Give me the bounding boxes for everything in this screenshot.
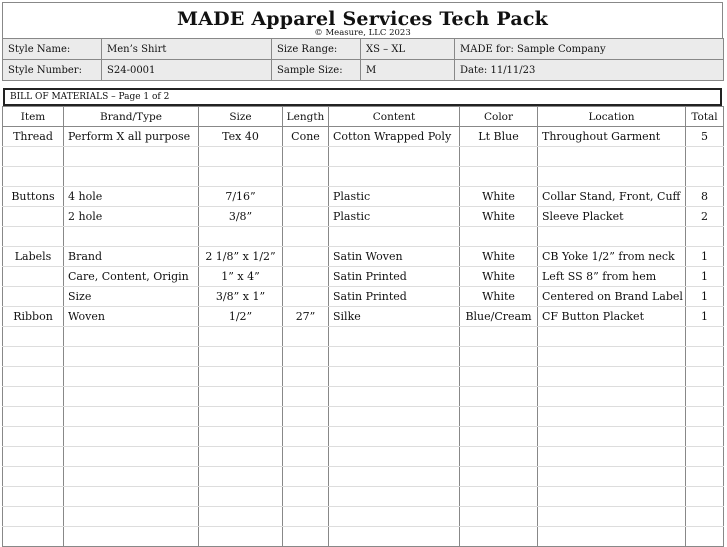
style-number-value: S24-0001 <box>102 60 272 81</box>
cell-total <box>686 487 724 507</box>
cell-size: 1” x 4” <box>199 267 283 287</box>
cell-color: White <box>460 287 538 307</box>
cell-item: Buttons <box>3 187 64 207</box>
cell-location: Throughout Garment <box>538 127 686 147</box>
made-for: MADE for: Sample Company <box>455 39 724 60</box>
cell-color <box>460 487 538 507</box>
cell-item <box>3 447 64 467</box>
cell-brand-type <box>64 427 199 447</box>
cell-item <box>3 387 64 407</box>
cell-content <box>329 407 460 427</box>
sample-size-value: M <box>361 60 455 81</box>
cell-location <box>538 447 686 467</box>
info-row <box>3 60 724 81</box>
column-header-brand-type: Brand/Type <box>64 107 199 127</box>
table-row <box>3 467 724 487</box>
cell-total: 1 <box>686 267 724 287</box>
cell-length <box>283 367 329 387</box>
cell-length <box>283 227 329 247</box>
bom-section-title: BILL OF MATERIALS – Page 1 of 2 <box>3 88 722 106</box>
table-row <box>3 167 724 187</box>
table-row <box>3 247 724 267</box>
cell-location <box>538 407 686 427</box>
cell-content: Plastic <box>329 187 460 207</box>
cell-color <box>460 167 538 187</box>
cell-brand-type <box>64 147 199 167</box>
cell-size <box>199 427 283 447</box>
cell-location <box>538 227 686 247</box>
cell-item <box>3 527 64 547</box>
cell-total <box>686 147 724 167</box>
cell-content: Satin Printed <box>329 267 460 287</box>
cell-size: 1/2” <box>199 307 283 327</box>
cell-total <box>686 387 724 407</box>
cell-length <box>283 187 329 207</box>
cell-content <box>329 447 460 467</box>
column-header-item: Item <box>3 107 64 127</box>
cell-color: Lt Blue <box>460 127 538 147</box>
cell-length <box>283 167 329 187</box>
table-row <box>3 147 724 167</box>
style-number-label: Style Number: <box>3 60 102 81</box>
cell-item: Labels <box>3 247 64 267</box>
table-row <box>3 387 724 407</box>
column-header-location: Location <box>538 107 686 127</box>
cell-brand-type: Woven <box>64 307 199 327</box>
cell-color <box>460 407 538 427</box>
table-row <box>3 527 724 547</box>
cell-content: Silke <box>329 307 460 327</box>
cell-total: 5 <box>686 127 724 147</box>
cell-total <box>686 327 724 347</box>
cell-content <box>329 147 460 167</box>
cell-size <box>199 527 283 547</box>
cell-total <box>686 227 724 247</box>
column-header-content: Content <box>329 107 460 127</box>
cell-brand-type: Perform X all purpose <box>64 127 199 147</box>
cell-total <box>686 427 724 447</box>
document-header <box>2 2 723 38</box>
style-info-table <box>2 38 724 81</box>
cell-color <box>460 527 538 547</box>
cell-location: Collar Stand, Front, Cuff <box>538 187 686 207</box>
cell-content <box>329 347 460 367</box>
cell-location: Centered on Brand Label <box>538 287 686 307</box>
cell-color: White <box>460 267 538 287</box>
table-row <box>3 207 724 227</box>
cell-location: CB Yoke 1/2” from neck <box>538 247 686 267</box>
table-row <box>3 267 724 287</box>
cell-content <box>329 227 460 247</box>
cell-brand-type: 2 hole <box>64 207 199 227</box>
cell-content <box>329 327 460 347</box>
cell-location: Sleeve Placket <box>538 207 686 227</box>
cell-length <box>283 287 329 307</box>
table-row <box>3 427 724 447</box>
cell-brand-type: Brand <box>64 247 199 267</box>
cell-location <box>538 427 686 447</box>
cell-item <box>3 407 64 427</box>
size-range-value: XS – XL <box>361 39 455 60</box>
cell-color <box>460 227 538 247</box>
table-row <box>3 507 724 527</box>
cell-brand-type <box>64 527 199 547</box>
cell-size <box>199 387 283 407</box>
info-row <box>3 39 724 60</box>
cell-length <box>283 147 329 167</box>
table-row <box>3 367 724 387</box>
cell-content <box>329 167 460 187</box>
size-range-label: Size Range: <box>272 39 361 60</box>
cell-item <box>3 227 64 247</box>
cell-length <box>283 267 329 287</box>
cell-total: 1 <box>686 307 724 327</box>
table-row <box>3 327 724 347</box>
cell-size: 3/8” x 1” <box>199 287 283 307</box>
date: Date: 11/11/23 <box>455 60 724 81</box>
cell-length: 27” <box>283 307 329 327</box>
cell-item <box>3 267 64 287</box>
cell-brand-type: Care, Content, Origin <box>64 267 199 287</box>
cell-color <box>460 367 538 387</box>
cell-total: 2 <box>686 207 724 227</box>
cell-total <box>686 507 724 527</box>
cell-item <box>3 167 64 187</box>
cell-length <box>283 407 329 427</box>
cell-color <box>460 467 538 487</box>
cell-location <box>538 487 686 507</box>
cell-size: 7/16” <box>199 187 283 207</box>
cell-color: White <box>460 187 538 207</box>
table-row <box>3 287 724 307</box>
cell-length <box>283 467 329 487</box>
cell-color <box>460 507 538 527</box>
table-row <box>3 347 724 367</box>
cell-total <box>686 407 724 427</box>
cell-size: Tex 40 <box>199 127 283 147</box>
cell-brand-type <box>64 387 199 407</box>
cell-total: 8 <box>686 187 724 207</box>
cell-brand-type <box>64 407 199 427</box>
cell-location: CF Button Placket <box>538 307 686 327</box>
cell-total <box>686 347 724 367</box>
cell-color <box>460 327 538 347</box>
cell-size: 3/8” <box>199 207 283 227</box>
cell-item <box>3 507 64 527</box>
table-row <box>3 447 724 467</box>
cell-color <box>460 147 538 167</box>
cell-content: Cotton Wrapped Poly <box>329 127 460 147</box>
cell-brand-type <box>64 347 199 367</box>
cell-length <box>283 247 329 267</box>
style-name-label: Style Name: <box>3 39 102 60</box>
cell-size: 2 1/8” x 1/2” <box>199 247 283 267</box>
cell-item <box>3 287 64 307</box>
cell-location <box>538 527 686 547</box>
cell-content <box>329 507 460 527</box>
cell-total <box>686 447 724 467</box>
cell-item <box>3 147 64 167</box>
cell-item <box>3 367 64 387</box>
cell-color <box>460 427 538 447</box>
table-row <box>3 307 724 327</box>
cell-color: White <box>460 247 538 267</box>
cell-content: Satin Woven <box>329 247 460 267</box>
column-header-color: Color <box>460 107 538 127</box>
cell-brand-type: 4 hole <box>64 187 199 207</box>
cell-length <box>283 387 329 407</box>
cell-color: Blue/Cream <box>460 307 538 327</box>
cell-item: Ribbon <box>3 307 64 327</box>
cell-size <box>199 167 283 187</box>
copyright-line: © Measure, LLC 2023 <box>314 28 411 38</box>
table-row <box>3 407 724 427</box>
cell-location <box>538 387 686 407</box>
cell-size <box>199 327 283 347</box>
cell-total <box>686 367 724 387</box>
column-header-length: Length <box>283 107 329 127</box>
cell-content <box>329 467 460 487</box>
sample-size-label: Sample Size: <box>272 60 361 81</box>
cell-length <box>283 447 329 467</box>
cell-item <box>3 487 64 507</box>
cell-size <box>199 507 283 527</box>
cell-brand-type <box>64 167 199 187</box>
cell-size <box>199 227 283 247</box>
cell-brand-type <box>64 487 199 507</box>
style-name-value: Men’s Shirt <box>102 39 272 60</box>
cell-size <box>199 407 283 427</box>
cell-total: 1 <box>686 247 724 267</box>
cell-brand-type <box>64 467 199 487</box>
cell-item <box>3 347 64 367</box>
cell-size <box>199 467 283 487</box>
cell-color <box>460 387 538 407</box>
cell-total <box>686 527 724 547</box>
cell-brand-type <box>64 227 199 247</box>
cell-color <box>460 447 538 467</box>
cell-location <box>538 167 686 187</box>
cell-brand-type <box>64 447 199 467</box>
cell-length <box>283 347 329 367</box>
cell-item <box>3 327 64 347</box>
cell-brand-type <box>64 367 199 387</box>
cell-length: Cone <box>283 127 329 147</box>
column-header-total: Total <box>686 107 724 127</box>
cell-content <box>329 387 460 407</box>
cell-location <box>538 467 686 487</box>
cell-item <box>3 207 64 227</box>
cell-content: Plastic <box>329 207 460 227</box>
cell-total: 1 <box>686 287 724 307</box>
cell-item <box>3 467 64 487</box>
cell-length <box>283 487 329 507</box>
cell-item <box>3 427 64 447</box>
cell-length <box>283 507 329 527</box>
cell-brand-type <box>64 507 199 527</box>
cell-location <box>538 327 686 347</box>
cell-location <box>538 507 686 527</box>
cell-content <box>329 367 460 387</box>
table-row <box>3 487 724 507</box>
bill-of-materials-table <box>2 106 724 547</box>
cell-size <box>199 367 283 387</box>
cell-total <box>686 467 724 487</box>
table-row <box>3 127 724 147</box>
cell-content: Satin Printed <box>329 287 460 307</box>
bom-header-row <box>3 107 724 127</box>
cell-length <box>283 427 329 447</box>
cell-size <box>199 447 283 467</box>
cell-location <box>538 367 686 387</box>
cell-size <box>199 147 283 167</box>
table-row <box>3 187 724 207</box>
cell-size <box>199 487 283 507</box>
cell-color <box>460 347 538 367</box>
document-title: MADE Apparel Services Tech Pack <box>176 8 548 30</box>
table-row <box>3 227 724 247</box>
column-header-size: Size <box>199 107 283 127</box>
cell-brand-type: Size <box>64 287 199 307</box>
cell-content <box>329 427 460 447</box>
cell-color: White <box>460 207 538 227</box>
cell-length <box>283 327 329 347</box>
cell-length <box>283 527 329 547</box>
cell-location <box>538 347 686 367</box>
cell-length <box>283 207 329 227</box>
cell-content <box>329 487 460 507</box>
cell-location <box>538 147 686 167</box>
cell-size <box>199 347 283 367</box>
cell-content <box>329 527 460 547</box>
cell-item: Thread <box>3 127 64 147</box>
cell-total <box>686 167 724 187</box>
cell-brand-type <box>64 327 199 347</box>
cell-location: Left SS 8” from hem <box>538 267 686 287</box>
